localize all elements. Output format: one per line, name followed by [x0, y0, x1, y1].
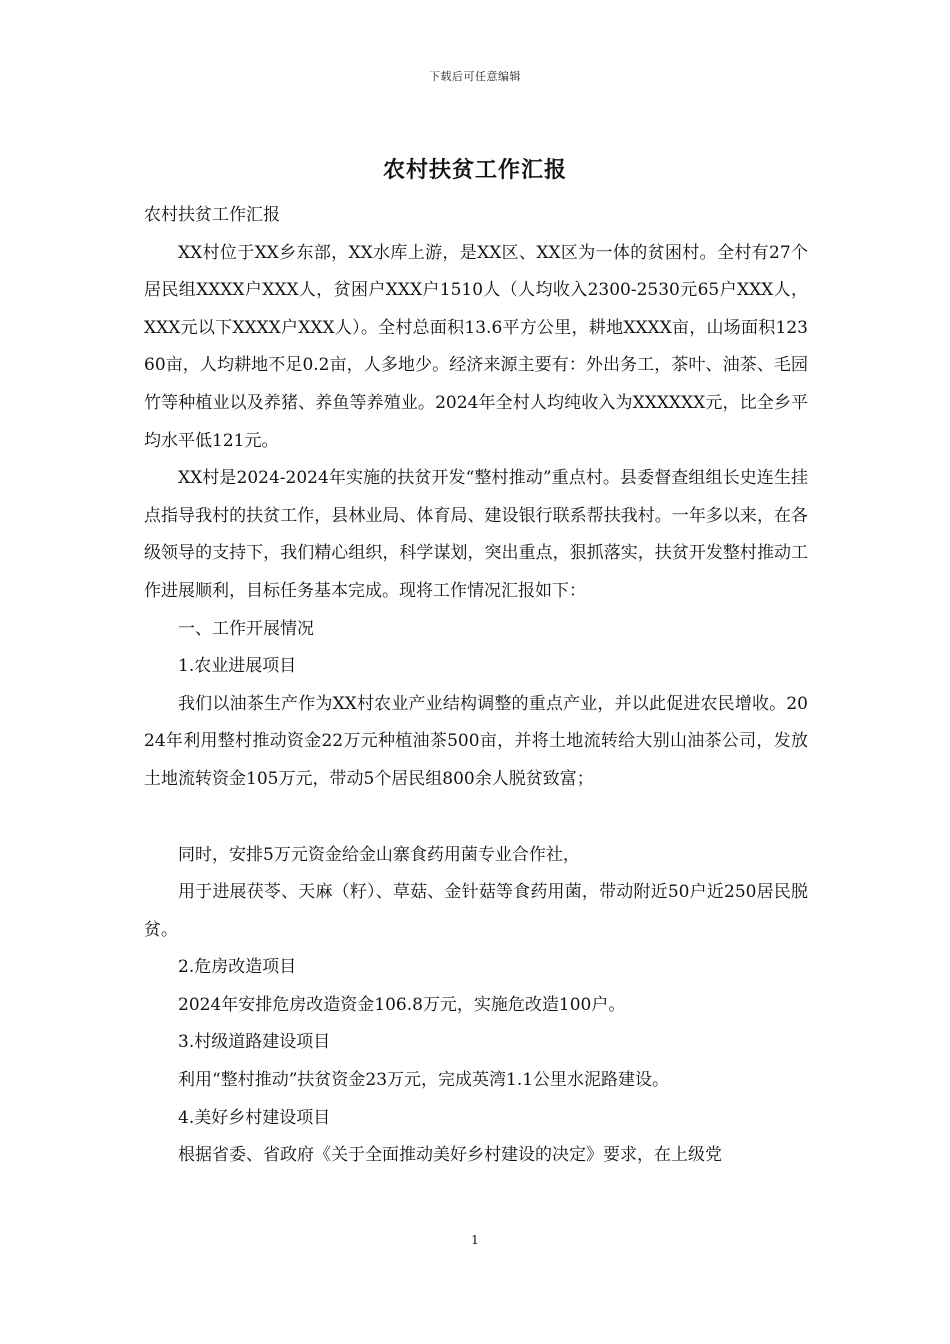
paragraph-housing: 2024年安排危房改造资金106.8万元，实施危改造100户。 [178, 994, 626, 1015]
paragraph-mushroom-coop: 同时，安排5万元资金给金山寨食药用菌专业合作社， [178, 844, 580, 865]
page-number: 1 [471, 1233, 479, 1247]
paragraph-key-village: XX村是2024-2024年实施的扶贫开发“整村推动”重点村。县委督查组组长史连生挂点指导我村的扶贫工作，县林业局、体育局、建设银行联系帮扶我村。一年多以来，在各级领导的支持下，我们精心组织，科学谋划，突出重点，狠抓落实，扶贫开发整村推动工作进展顺利，目标任务基本完成。现将工作情况汇报如下： [144, 468, 808, 601]
subheading-housing: 2.危房改造项目 [178, 957, 297, 978]
section-heading-work-progress: 一、工作开展情况 [178, 618, 314, 639]
header-note: 下载后可任意编辑 [429, 70, 521, 83]
body-subtitle: 农村扶贫工作汇报 [144, 205, 280, 225]
paragraph-agriculture: 我们以油茶生产作为XX村农业产业结构调整的重点产业，并以此促进农民增收。2024年利用整村推动资金22万元种植油茶500亩，并将土地流转给大别山油茶公司，发放土地流转资金105万元，带动5个居民组800余人脱贫致富； [144, 693, 808, 789]
paragraph-roads: 利用“整村推动”扶贫资金23万元，完成英湾1.1公里水泥路建设。 [178, 1070, 670, 1091]
blank-line [144, 799, 808, 837]
subheading-agriculture: 1.农业进展项目 [178, 656, 297, 677]
paragraph-beautiful-village: 根据省委、省政府《关于全面推动美好乡村建设的决定》要求，在上级党 [178, 1145, 722, 1166]
subheading-roads: 3.村级道路建设项目 [178, 1032, 331, 1053]
document-body [144, 197, 808, 1175]
paragraph-mushroom-detail: 用于进展茯苓、天麻（籽）、草菇、金针菇等食药用菌，带动附近50户近250居民脱贫。 [144, 882, 808, 940]
paragraph-village-overview: XX村位于XX乡东部，XX水库上游，是XX区、XX区为一体的贫困村。全村有27个居民组XXXX户XXX人，贫困户XXX户1510人（人均收入2300-2530元65户XXX人，XXX元以下XXXX户XXX人）。全村总面积13.6平方公里，耕地XXXX亩，山场面积12360亩，人均耕地不足0.2亩，人多地少。经济来源主要有：外出务工，茶叶、油茶、毛园竹等种植业以及养猪、养鱼等养殖业。2024年全村人均纯收入为XXXXXX元，比全乡平均水平低121元。 [144, 242, 808, 451]
document-title: 农村扶贫工作汇报 [382, 157, 567, 183]
subheading-beautiful-village: 4.美好乡村建设项目 [178, 1107, 331, 1128]
